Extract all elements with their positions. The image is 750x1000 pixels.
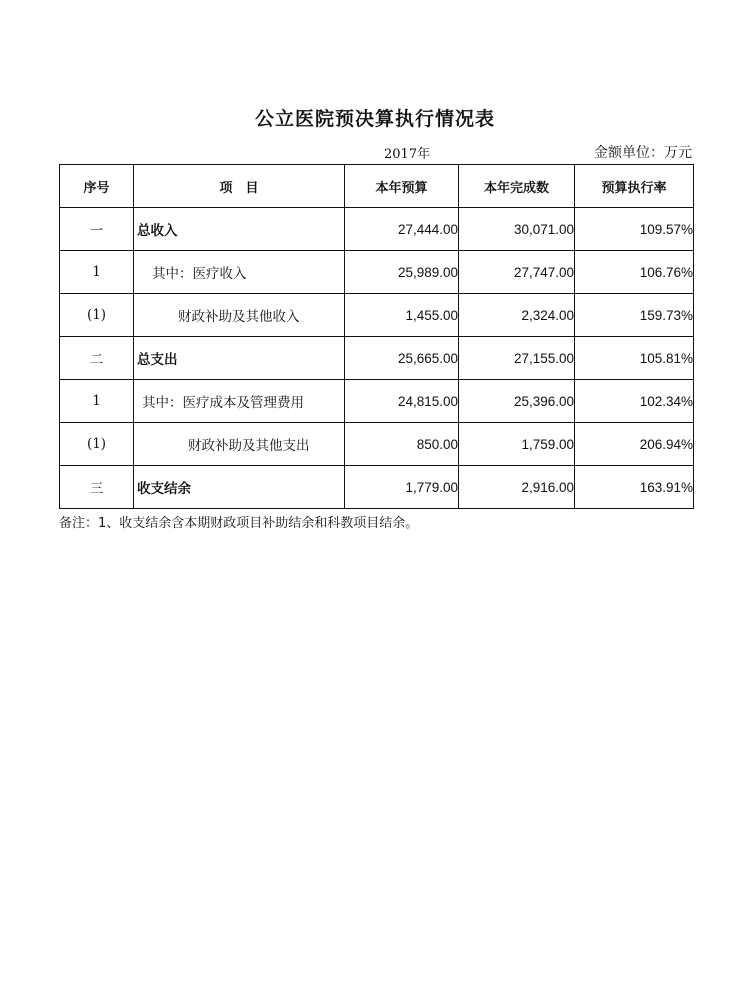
row-budget: 24,815.00 — [345, 380, 459, 423]
document-title: 公立医院预决算执行情况表 — [254, 108, 495, 130]
row-item: 收支结余 — [134, 466, 345, 509]
row-item: 其中：医疗成本及管理费用 — [134, 380, 345, 423]
row-actual: 30,071.00 — [459, 208, 575, 251]
table-row — [60, 423, 694, 466]
row-actual: 27,155.00 — [459, 337, 575, 380]
header-budget: 本年预算 — [345, 165, 459, 208]
row-budget: 25,665.00 — [345, 337, 459, 380]
row-seq: 1 — [60, 251, 134, 294]
row-actual: 1,759.00 — [459, 423, 575, 466]
row-budget: 27,444.00 — [345, 208, 459, 251]
row-item: 财政补助及其他支出 — [134, 423, 345, 466]
table-row — [60, 294, 694, 337]
row-rate: 206.94% — [575, 423, 694, 466]
header-item: 项 目 — [134, 165, 345, 208]
row-actual: 2,324.00 — [459, 294, 575, 337]
row-actual: 25,396.00 — [459, 380, 575, 423]
row-seq: 1 — [60, 380, 134, 423]
row-seq: (1) — [60, 294, 134, 337]
row-item: 其中：医疗收入 — [134, 251, 345, 294]
table-row — [60, 251, 694, 294]
row-rate: 106.76% — [575, 251, 694, 294]
row-seq: (1) — [60, 423, 134, 466]
table-row — [60, 208, 694, 251]
header-rate: 预算执行率 — [575, 165, 694, 208]
header-seq: 序号 — [60, 165, 134, 208]
row-item: 总收入 — [134, 208, 345, 251]
row-budget: 1,455.00 — [345, 294, 459, 337]
row-rate: 102.34% — [575, 380, 694, 423]
row-actual: 2,916.00 — [459, 466, 575, 509]
row-seq: 一 — [60, 208, 134, 251]
report-year: 2017年 — [384, 147, 431, 162]
budget-execution-table — [59, 164, 694, 509]
row-budget: 1,779.00 — [345, 466, 459, 509]
header-actual: 本年完成数 — [459, 165, 575, 208]
row-budget: 850.00 — [345, 423, 459, 466]
row-budget: 25,989.00 — [345, 251, 459, 294]
table-row — [60, 380, 694, 423]
row-rate: 105.81% — [575, 337, 694, 380]
amount-unit: 金额单位：万元 — [594, 145, 692, 161]
row-rate: 163.91% — [575, 466, 694, 509]
table-row — [60, 466, 694, 509]
row-rate: 109.57% — [575, 208, 694, 251]
table-row — [60, 337, 694, 380]
row-item: 财政补助及其他收入 — [134, 294, 345, 337]
row-item: 总支出 — [134, 337, 345, 380]
row-seq: 三 — [60, 466, 134, 509]
footnote: 备注：1、收支结余含本期财政项目补助结余和科教项目结余。 — [59, 516, 419, 531]
row-rate: 159.73% — [575, 294, 694, 337]
row-actual: 27,747.00 — [459, 251, 575, 294]
row-seq: 二 — [60, 337, 134, 380]
table-header-row — [60, 165, 694, 208]
